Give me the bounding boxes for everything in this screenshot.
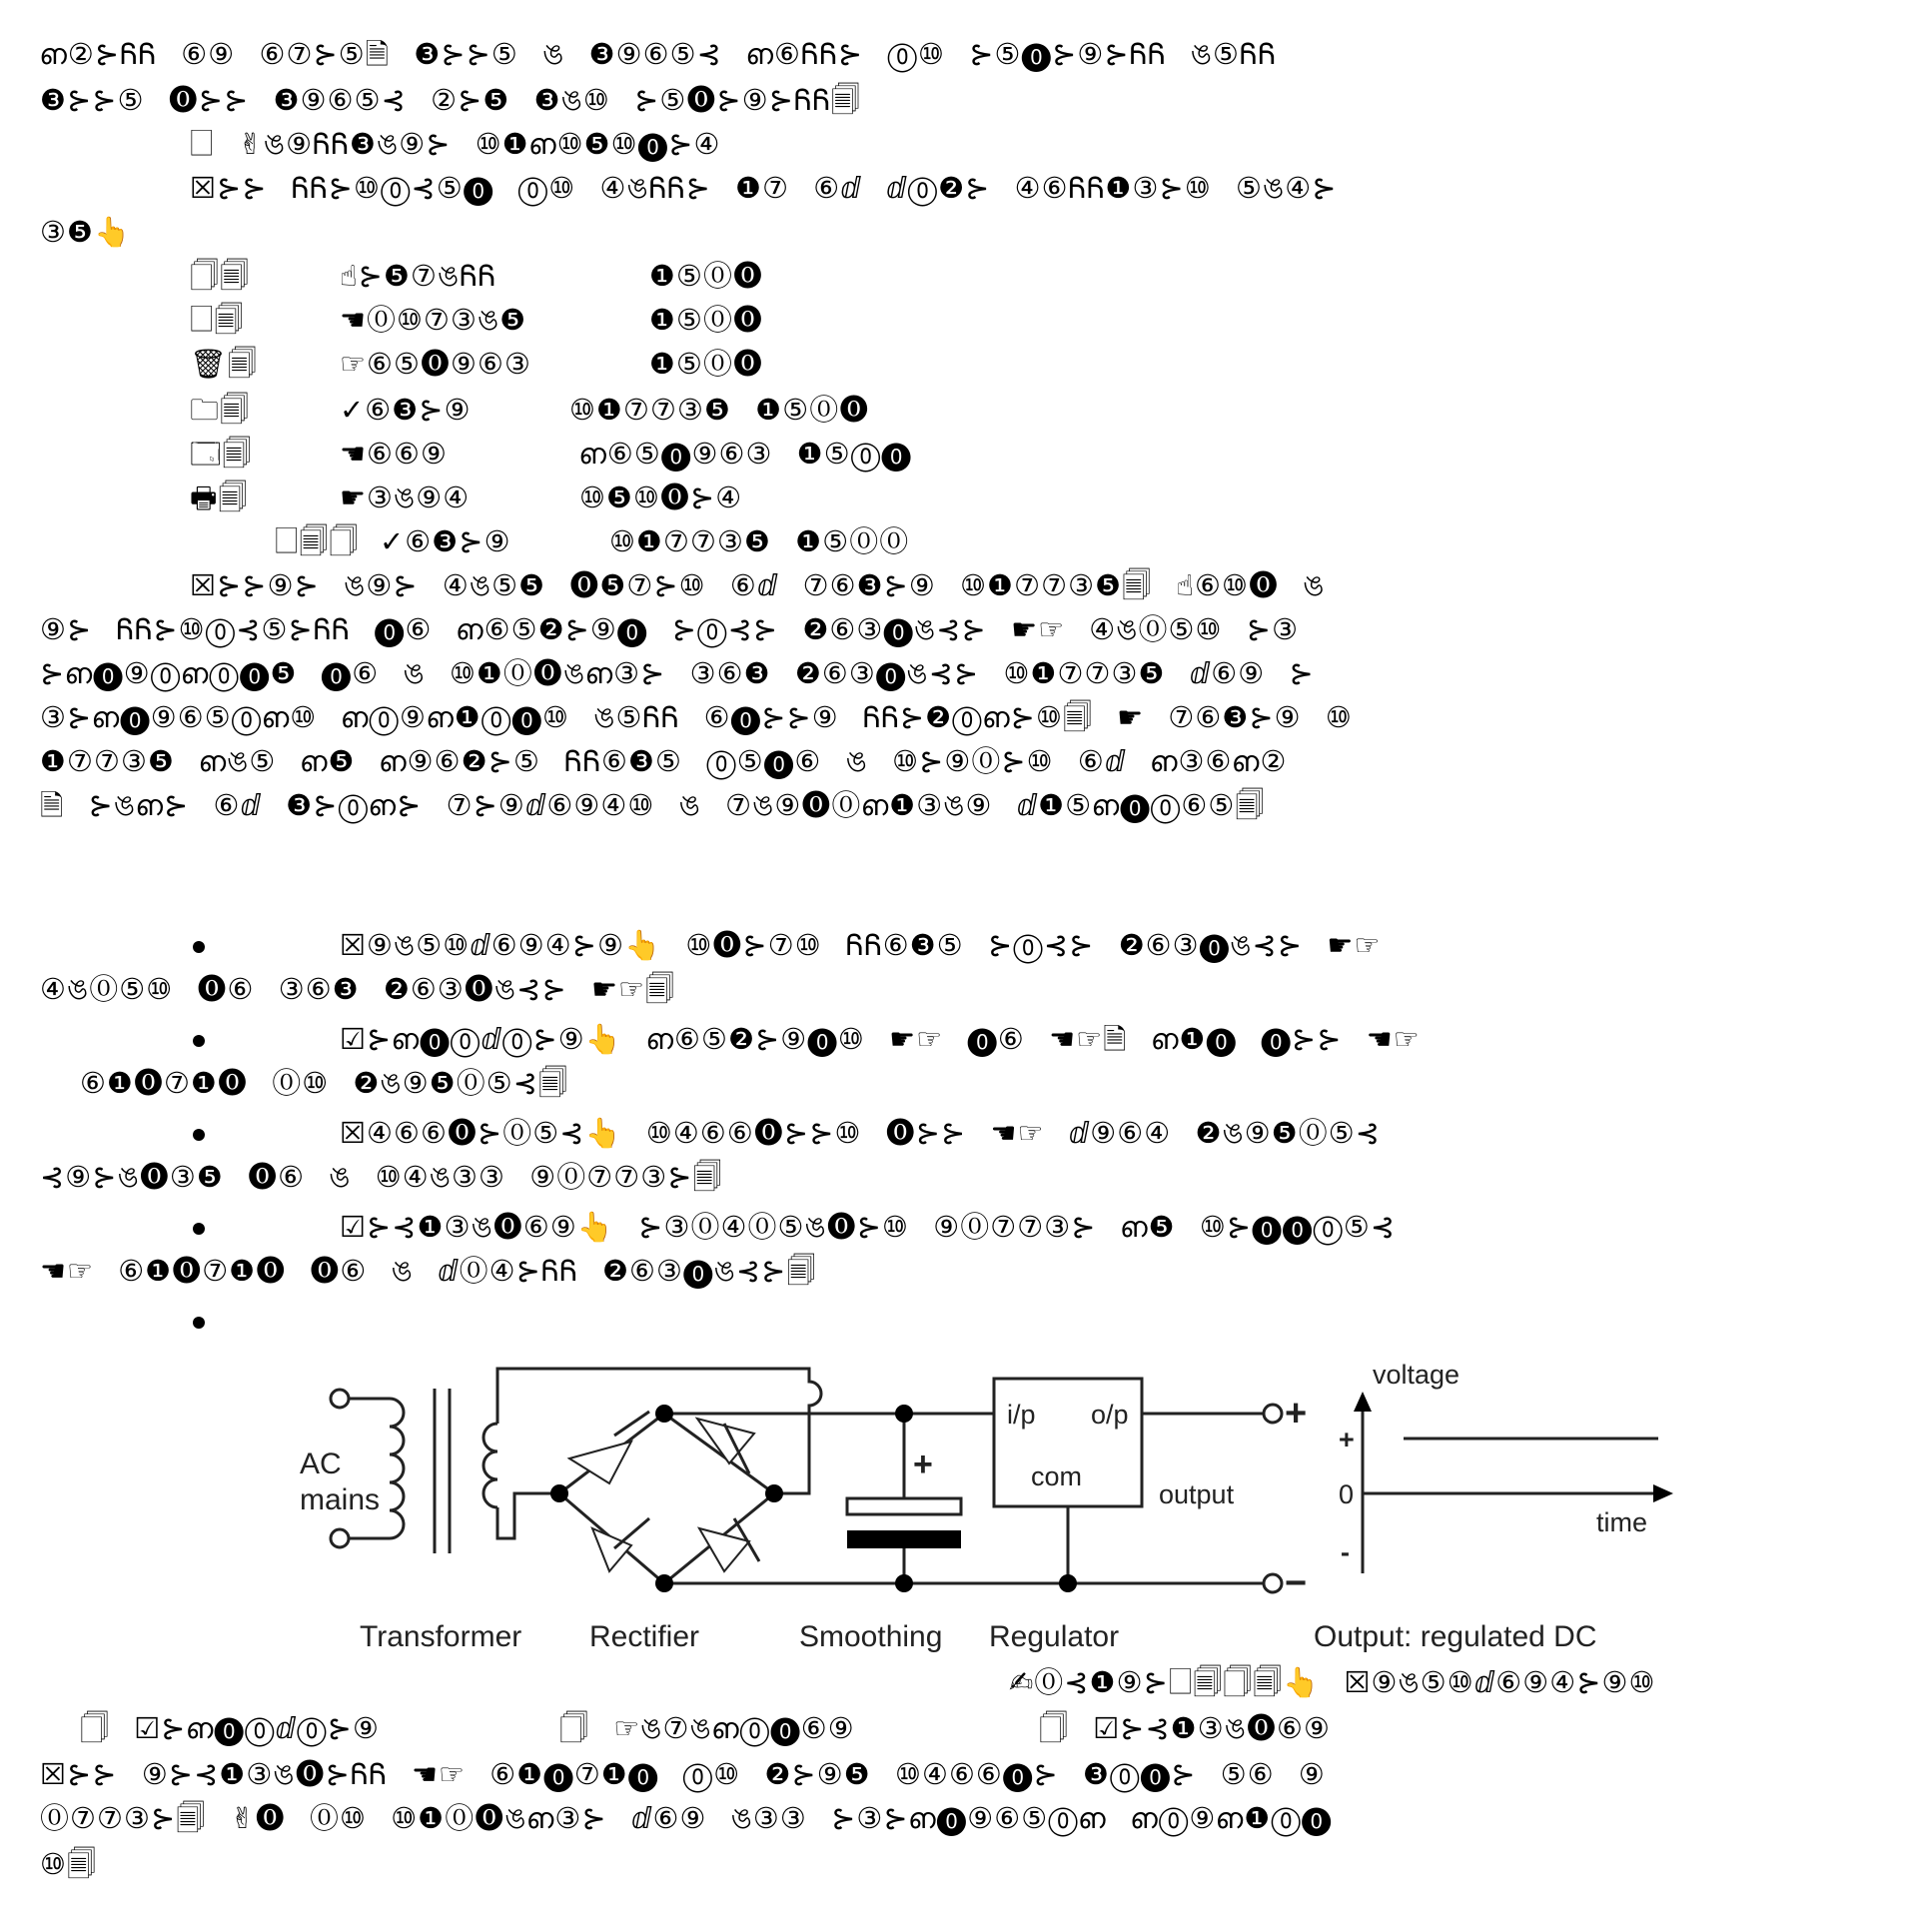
junction-dot — [895, 1405, 913, 1423]
secondary-top-wire — [497, 1369, 821, 1493]
device-value: ⑩❺⑩⓿⊱④ — [579, 481, 743, 514]
regulator-pin-common: com — [1031, 1461, 1083, 1491]
figure-caption: ✍⓪⊰❶⑨⊱🗌🗐🗍🗐👆 ☒⑨ঙ⑤⑩ⅆ⑥⑨④⊱⑨⑩ — [1009, 1665, 1656, 1699]
closing-line: ☒⊱⊱ ⑨⊱⊰❶③ঙ⓿⊱ᏲᏲ ☚☞ ⑥❶⓿⑦❶⓿ ⓪⑩ ❷⊱⑨❺ ⑩④⑥⑥⓿⊱ ❸⓪⓿⊱ ⑤⑥ ⑨ — [40, 1757, 1326, 1791]
stage-label-regulator: Regulator — [989, 1620, 1120, 1653]
device-label: ☝⊱❺⑦ঙᏲᏲ — [340, 259, 497, 293]
transformer-core — [435, 1389, 450, 1553]
bullet-lead: ☑⊱ഩ⓿⓪ⅆ⓪⊱⑨👆 ഩ⑥⑤❷⊱⑨⓿⑩ ☛☞ ⓿⑥ ☚☞🗎 ഩ❶⓿ ⓿⊱⊱ ☚☞ — [340, 1022, 1421, 1056]
output-terminal-negative — [1264, 1574, 1282, 1592]
graph-axes — [1363, 1409, 1658, 1573]
diode-bar — [614, 1518, 649, 1548]
device-icons: 🗌🗐 — [190, 303, 245, 337]
graph-y-axis-label: voltage — [1373, 1360, 1460, 1390]
ac-leads — [349, 1399, 390, 1538]
bullet-dot — [193, 1129, 205, 1141]
intro-line-2: ❸⊱⊱⑤ ⓿⊱⊱ ❸⑨⑥⑤⊰ ②⊱❺ ❸ঙ⑩ ⊱⑤⓿⊱⑨⊱ᏲᏲ🗐 — [40, 83, 861, 117]
bullet-continuation: ⊰⑨⊱ঙ⓿③❺ ⓿⑥ ঙ ⑩④ঙ③③ ⑨⓪⑦⑦③⊱🗐 — [40, 1160, 723, 1194]
capacitor-plate-positive — [847, 1498, 961, 1514]
bullet-continuation: ④ঙ⓪⑤⑩ ⓿⑥ ③⑥❸ ❷⑥③⓿ঙ⊰⊱ ☛☞🗐 — [40, 972, 675, 1006]
graph-minus-tick: - — [1341, 1537, 1350, 1567]
definition-body-line-1: ☒⊱⊱ ᏲᏲ⊱⑩⓪⊰⑤⓿ ⓪⑩ ④ঙᏲᏲ⊱ ❶⑦ ⑥ⅆ ⅆ⓪❷⊱ ④⑥ᏲᏲ❶③⊱⑩ ⑤ঙ④⊱ — [190, 171, 1338, 205]
capacitor-plate-negative — [847, 1530, 961, 1548]
device-value: ❶⑤⓪⓿ — [649, 259, 763, 293]
x-axis-arrow — [1653, 1484, 1673, 1502]
stage-label-smoothing: Smoothing — [799, 1620, 943, 1653]
bullet-lead: ☑⊱⊰❶③ঙ⓿⑥⑨👆 ⊱③⓪④⓪⑤ঙ⓿⊱⑩ ⑨⓪⑦⑦③⊱ ഩ❺ ⑩⊱⓿⓿⓪⑤⊰ — [340, 1210, 1397, 1244]
junction-dot — [895, 1574, 913, 1592]
secondary-bottom-wire — [497, 1493, 559, 1538]
paragraph-line: ⊱ഩ⓿⑨⓪ഩ⓪⓿❺ ⓿⑥ ঙ ⑩❶⓪⓿ঙഩ③⊱ ③⑥❸ ❷⑥③⓿ঙ⊰⊱ ⑩❶⑦⑦③❺ ⅆ⑥⑨ ⊱ — [40, 656, 1315, 690]
regulator-pin-output: o/p — [1091, 1400, 1129, 1430]
bullet-dot — [193, 941, 205, 953]
bullet-lead: ☒④⑥⑥⓿⊱⓪⑤⊰👆 ⑩④⑥⑥⓿⊱⊱⑩ ⓿⊱⊱ ☚☞ ⅆ⑨⑥④ ❷ঙ⑨❺⓪⑤⊰ — [340, 1116, 1382, 1150]
figure-tag-rectifier: 🗍 ☑⊱ഩ⓿⓪ⅆ⓪⊱⑨ — [80, 1711, 380, 1745]
diode — [592, 1528, 631, 1571]
paragraph-line: ☒⊱⊱⑨⊱ ঙ⑨⊱ ④ঙ⑤❺ ⓿❺⑦⊱⑩ ⑥ⅆ ⑦⑥❸⊱⑨ ⑩❶⑦⑦③❺🗐 ☝⑥⑩⓿ ঙ — [190, 568, 1326, 602]
junction-dot — [765, 1484, 783, 1502]
paragraph-line: ⑨⊱ ᏲᏲ⊱⑩⓪⊰⑤⊱ᏲᏲ ⓿⑥ ഩ⑥⑤❷⊱⑨⓿ ⊱⓪⊰⊱ ❷⑥③⓿ঙ⊰⊱ ☛☞ ④ঙ⓪⑤⑩ ⊱③ — [40, 612, 1300, 646]
figure-tag-capacitor: 🗍 ☞ঙ⑦ঙഩ⓪⓿⑥⑨ — [559, 1711, 855, 1745]
device-value: ⑩❶⑦⑦③❺ ❶⑤⓪⓪ — [609, 524, 910, 558]
y-axis-arrow — [1354, 1392, 1372, 1412]
stage-label-rectifier: Rectifier — [589, 1620, 700, 1653]
bullet-dot — [193, 1035, 205, 1047]
intro-line-1: ഩ②⊱ᏲᏲ ⑥⑨ ⑥⑦⊱⑤🗎 ❸⊱⊱⑤ ঙ ❸⑨⑥⑤⊰ ഩ⑥ᏲᏲ⊱ ⓪⑩ ⊱⑤⓿⊱⑨⊱ᏲᏲ ঙ⑤ᏲᏲ — [40, 37, 1277, 71]
graph-zero-tick: 0 — [1339, 1479, 1355, 1509]
bullet-dot — [193, 1223, 205, 1235]
junction-dot — [550, 1484, 568, 1502]
junction-dot — [1059, 1574, 1077, 1592]
power-supply-diagram — [280, 1324, 1678, 1683]
bullet-continuation: ☚☞ ⑥❶⓿⑦❶⓿ ⓿⑥ ঙ ⅆ⓪④⊱ᏲᏲ ❷⑥③⓿ঙ⊰⊱🗐 — [40, 1254, 817, 1288]
device-icons: 🗍🗐 — [190, 259, 250, 293]
device-icons: 🗔🗐 — [190, 437, 253, 471]
definition-body-line-2: ③❺👆 — [40, 215, 132, 249]
paragraph-line: ❶⑦⑦③❺ ഩঙ⑤ ഩ❺ ഩ⑨⑥❷⊱⑤ ᏲᏲ⑥❸⑤ ⓪⑤⓿⑥ ঙ ⑩⊱⑨⓪⊱⑩ ⑥ⅆ ഩ③⑥ഩ② — [40, 744, 1288, 778]
device-icons: 🗌🗐🗍 — [275, 524, 360, 558]
capacitor-plus-sign: + — [913, 1446, 933, 1483]
device-icons: 🗀🗐 — [190, 393, 250, 427]
device-label: ☚⑥⑥⑨ — [340, 437, 448, 471]
output-terminal-positive — [1264, 1405, 1282, 1423]
output-minus-sign: − — [1285, 1562, 1308, 1604]
graph-x-axis-label: time — [1596, 1507, 1648, 1537]
device-value: ❶⑤⓪⓿ — [649, 303, 763, 337]
stage-label-transformer: Transformer — [360, 1620, 522, 1653]
ac-terminal-top — [331, 1390, 349, 1408]
device-value: ഩ⑥⑤⓿⑨⑥③ ❶⑤⓪⓿ — [579, 437, 912, 471]
bullet-lead: ☒⑨ঙ⑤⑩ⅆ⑥⑨④⊱⑨👆 ⑩⓿⊱⑦⑩ ᏲᏲ⑥❸⑤ ⊱⓪⊰⊱ ❷⑥③⓿ঙ⊰⊱ ☛☞ — [340, 928, 1382, 962]
device-label: ☞⑥⑤⓿⑨⑥③ — [340, 347, 531, 381]
definition-heading: 🗌 ✌ঙ⑨ᏲᏲ❸ঙ⑨⊱ ⑩❶ഩ⑩❺⑩⓿⊱④ — [190, 127, 721, 161]
transformer-secondary-coil — [483, 1424, 497, 1507]
bullet-continuation: ⑥❶⓿⑦❶⓿ ⓪⑩ ❷ঙ⑨❺⓪⑤⊰🗐 — [80, 1066, 568, 1100]
output-label: output — [1159, 1479, 1235, 1509]
regulator-pin-input: i/p — [1007, 1400, 1036, 1430]
device-label: ✓⑥❸⊱⑨ — [380, 524, 511, 558]
device-label: ☚⓪⑩⑦③ঙ❺ — [340, 303, 527, 337]
closing-line: ⓪⑦⑦③⊱🗐 ✌⓿ ⓪⑩ ⑩❶⓪⓿ঙഩ③⊱ ⅆ⑥⑨ ঙ③③ ⊱③⊱ഩ⓿⑨⑥⑤⓪ഩ ഩ⓪⑨ഩ❶⓪⓿ — [40, 1801, 1333, 1835]
output-caption: Output: regulated DC — [1314, 1620, 1597, 1653]
output-plus-sign: + — [1285, 1393, 1308, 1435]
junction-dot — [655, 1574, 673, 1592]
paragraph-line: ③⊱ഩ⓿⑨⑥⑤⓪ഩ⑩ ഩ⓪⑨ഩ❶⓪⓿⑩ ঙ⑤ᏲᏲ ⑥⓿⊱⊱⑨ ᏲᏲ⊱❷⓪ഩ⊱⑩🗐 ☛ ⑦⑥❸⊱⑨ ⑩ — [40, 700, 1353, 734]
paragraph-line: 🗎 ⊱ঙഩ⊱ ⑥ⅆ ❸⊱⓪ഩ⊱ ⑦⊱⑨ⅆ⑥⑨④⑩ ঙ ⑦ঙ⑨⓿⓪ഩ❶③ঙ⑨ ⅆ❶⑤ഩ⓿⓪⑥⑤🗐 — [40, 788, 1266, 822]
device-icons: 🗑🗐 — [190, 347, 258, 381]
device-icons: 🖶🗐 — [190, 481, 249, 514]
input-label-mains: mains — [300, 1483, 381, 1516]
junction-dot — [655, 1405, 673, 1423]
diode-bar — [614, 1412, 649, 1436]
graph-plus-tick: + — [1339, 1425, 1355, 1454]
device-value: ⑩❶⑦⑦③❺ ❶⑤⓪⓿ — [569, 393, 870, 427]
diodes — [569, 1419, 754, 1571]
transformer-primary-coil — [390, 1399, 404, 1538]
ac-terminal-bottom — [331, 1529, 349, 1547]
closing-line: ⑩🗐 — [40, 1847, 97, 1881]
device-value: ❶⑤⓪⓿ — [649, 347, 763, 381]
bullet-dot — [193, 1317, 205, 1329]
input-label-ac: AC — [300, 1447, 342, 1480]
device-label: ☛③ঙ⑨④ — [340, 481, 471, 514]
figure-tag-regulator: 🗍 ☑⊱⊰❶③ঙ⓿⑥⑨ — [1039, 1711, 1332, 1745]
device-label: ✓⑥❸⊱⑨ — [340, 393, 472, 427]
